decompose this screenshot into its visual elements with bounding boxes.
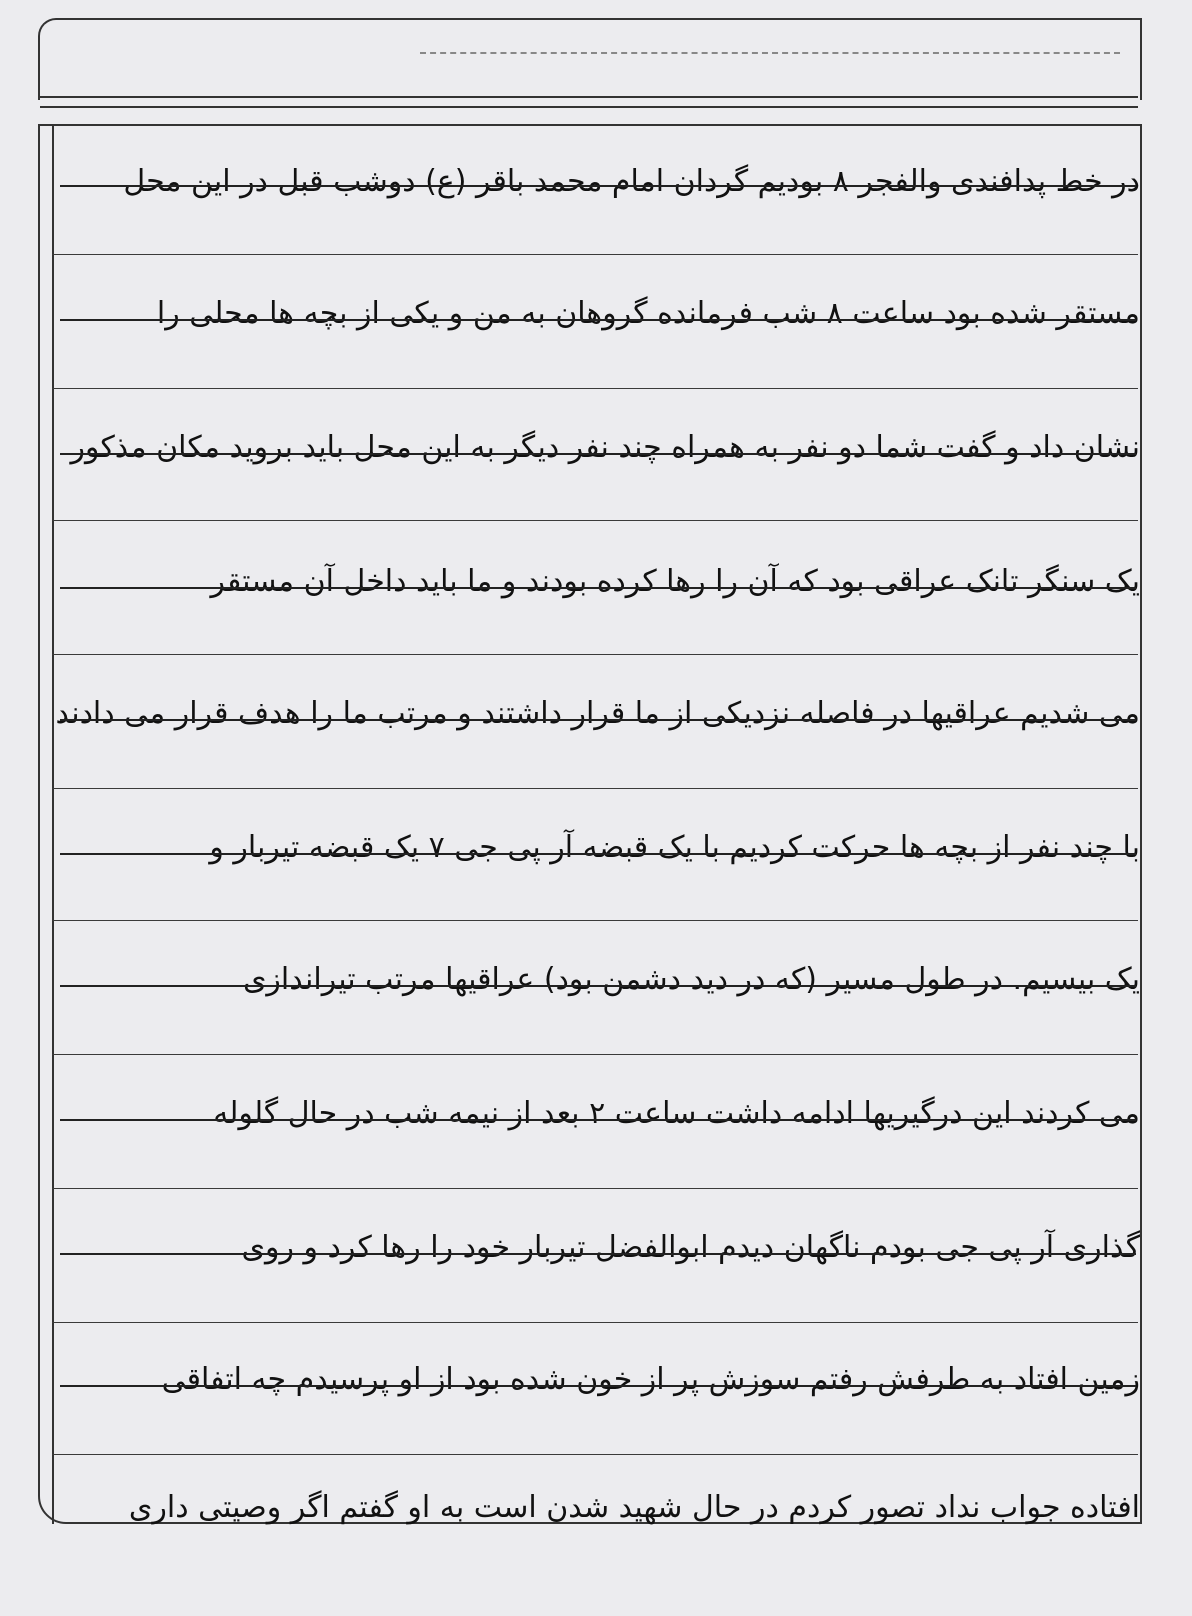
text-line: نشان داد و گفت شما دو نفر به همراه چند نفر دیگر به این محل باید بروید مکان مذکور bbox=[70, 430, 1140, 465]
text-line: افتاده جواب نداد تصور کردم در حال شهید شدن است به او گفتم اگر وصیتی داری bbox=[128, 1490, 1140, 1525]
ruled-line bbox=[52, 1454, 1138, 1455]
ruled-line bbox=[52, 254, 1138, 255]
header-rule bbox=[40, 106, 1138, 108]
ruled-line bbox=[52, 1322, 1138, 1323]
strike-line bbox=[60, 587, 1136, 589]
ruled-line bbox=[52, 654, 1138, 655]
text-line: در خط پدافندی والفجر ۸ بودیم گردان امام محمد باقر (ع) دوشب قبل در این محل bbox=[123, 164, 1140, 199]
margin-line bbox=[52, 124, 54, 1524]
text-line: با چند نفر از بچه ها حرکت کردیم با یک قبضه آر پی جی ۷ یک قبضه تیربار و bbox=[209, 830, 1140, 865]
text-line: یک بیسیم. در طول مسیر (که در دید دشمن بود) عراقیها مرتب تیراندازی bbox=[242, 962, 1140, 997]
header-dashed-line bbox=[420, 52, 1120, 54]
text-line: زمین افتاد به طرفش رفتم سوزش پر از خون شده بود از او پرسیدم چه اتفاقی bbox=[161, 1362, 1140, 1397]
strike-line bbox=[60, 1253, 1136, 1255]
header-rule bbox=[40, 96, 1138, 98]
strike-line bbox=[60, 1119, 1136, 1121]
header-box bbox=[38, 18, 1142, 100]
text-line: می کردند این درگیریها ادامه داشت ساعت ۲ بعد از نیمه شب در حال گلوله bbox=[213, 1096, 1140, 1131]
text-line: گذاری آر پی جی بودم ناگهان دیدم ابوالفضل تیربار خود را رها کرد و روی bbox=[241, 1230, 1140, 1265]
strike-line bbox=[60, 453, 1136, 455]
ruled-line bbox=[52, 788, 1138, 789]
ruled-line bbox=[52, 1054, 1138, 1055]
strike-line bbox=[60, 719, 1136, 721]
text-line: مستقر شده بود ساعت ۸ شب فرمانده گروهان به من و یکی از بچه ها محلی را bbox=[156, 296, 1140, 331]
ruled-line bbox=[52, 520, 1138, 521]
page-frame bbox=[38, 124, 1142, 1524]
strike-line bbox=[60, 1385, 1136, 1387]
strike-line bbox=[60, 853, 1136, 855]
ruled-line bbox=[52, 388, 1138, 389]
strike-line bbox=[60, 985, 1136, 987]
strike-line bbox=[60, 185, 1136, 187]
strike-line bbox=[60, 319, 1136, 321]
text-line: یک سنگر تانک عراقی بود که آن را رها کرده بودند و ما باید داخل آن مستقر bbox=[210, 564, 1140, 599]
text-line: می شدیم عراقیها در فاصله نزدیکی از ما قرار داشتند و مرتب ما را هدف قرار می دادند bbox=[55, 696, 1140, 731]
ruled-line bbox=[52, 1188, 1138, 1189]
ruled-line bbox=[52, 920, 1138, 921]
